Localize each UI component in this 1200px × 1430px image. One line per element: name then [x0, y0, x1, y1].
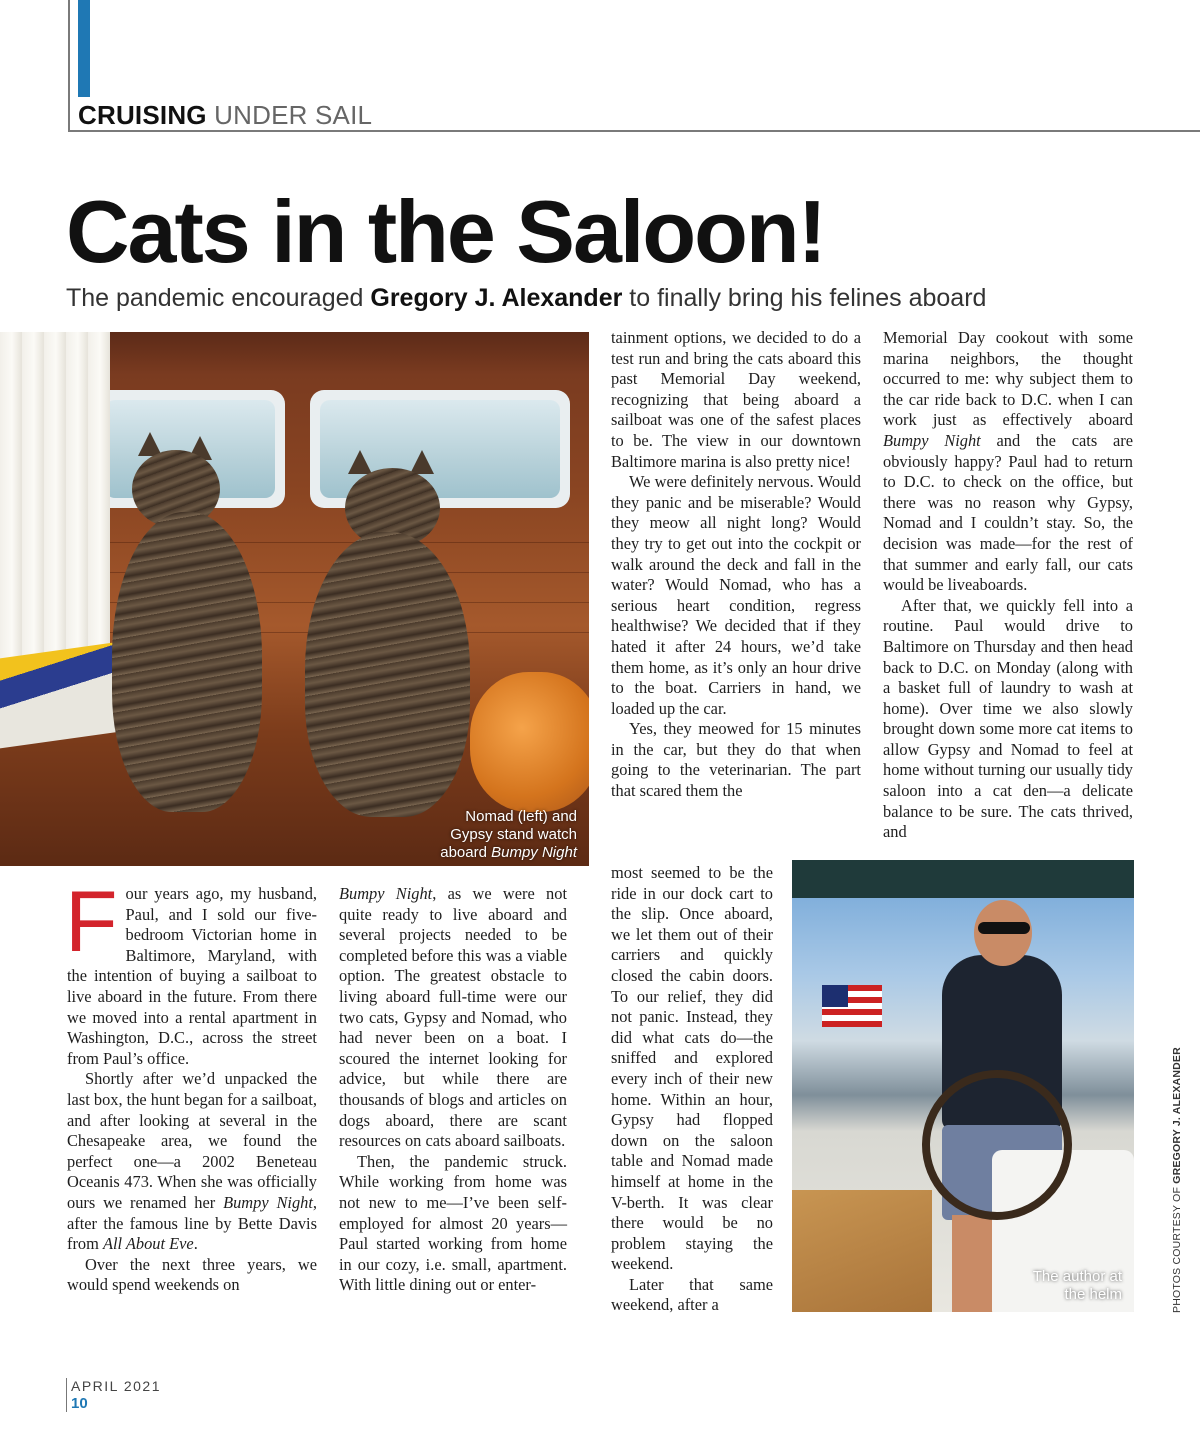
section-label-bold: CRUISING — [78, 100, 207, 130]
page-number: 10 — [71, 1395, 88, 1412]
paragraph: Memorial Day cookout with some marina neighbors, the thought occurred to me: why subject them to the car ride back to D.C. when I can work just as effectively aboard Bumpy Night and the cats are obviously happy? Paul had to return to D.C. to check on the office, but there was no reason why Gypsy, Nomad and I couldn’t stay. So, the decision was made—for the rest of that summer and early fall, our cats would be liveaboards. — [883, 328, 1133, 595]
drop-cap: F — [65, 874, 118, 970]
caption-line: The author at — [1032, 1268, 1122, 1285]
american-flag — [822, 985, 882, 1027]
paragraph: tainment options, we decided to do a test run and bring the cats aboard this past Memorial Day weekend, recognizing that being aboard a sailboat was one of the safest places to be. The view in our downtown Baltimore marina is also pretty nice! — [611, 328, 861, 471]
section-accent-bar — [78, 0, 90, 97]
cat-ear — [410, 450, 434, 474]
body-column-1 — [65, 874, 317, 1296]
cat-ear — [348, 450, 372, 474]
folio-rule — [66, 1378, 67, 1412]
cats-photo — [0, 332, 589, 866]
paragraph: Four years ago, my husband, Paul, and I sold our five-bedroom Victorian home in Baltimore, Maryland, with the intention of buying a sailboat to live aboard in the future. From there we moved into a rental apartment in Washington, D.C., across the street from Paul’s office. — [65, 874, 317, 1068]
subtitle-post: to finally bring his felines aboard — [622, 284, 987, 312]
paragraph: Later that same weekend, after a — [611, 1274, 773, 1315]
sunglasses — [978, 922, 1030, 934]
cat-gypsy — [305, 532, 470, 817]
helm-photo-caption — [1033, 1268, 1122, 1304]
helm-photo — [792, 860, 1134, 1312]
caption-line: Gypsy stand watch — [450, 826, 577, 843]
subtitle-pre: The pandemic encouraged — [66, 284, 371, 312]
paragraph: most seemed to be the ride in our dock cart to the slip. Once aboard, we let them out of their carriers and quickly closed the cabin doors. To our relief, they did not panic. Instead, they did what cats do—the sniffed and explored every inch of their new home. Within an hour, Gypsy had flopped down on the saloon table and Nomad made himself at home in the V-berth. It was clear there would be no problem staying the weekend. — [611, 863, 773, 1274]
body-column-2 — [339, 884, 567, 1296]
paragraph: Bumpy Night, as we were not quite ready to live aboard and several projects needed to be completed before this was a viable option. The greatest obstacle to living aboard full-time were our two cats, Gypsy and Nomad, who had never been on a boat. I scoured the internet looking for advice, but while there are thousands of blogs and articles on dogs aboard, there are scant resources on cats aboard sailboats. — [339, 884, 568, 1151]
bimini-top — [792, 860, 1134, 898]
section-label — [78, 100, 372, 131]
magazine-stack — [0, 642, 120, 749]
header-rule — [68, 130, 1200, 132]
folio-date: APRIL 2021 — [71, 1378, 161, 1394]
paragraph: Over the next three years, we would spend weekends on — [67, 1254, 317, 1295]
cats-photo-caption — [440, 808, 577, 862]
caption-line: the helm — [1064, 1286, 1122, 1303]
paragraph: Shortly after we’d unpacked the last box, the hunt began for a sailboat, and after looking at several in the Chesapeake area, we found the perfect one—a 2002 Beneteau Oceanis 473. When she was officially ours we renamed her Bumpy Night, after the famous line by Bette Davis from All About Eve. — [67, 1069, 317, 1254]
body-column-3-continued — [611, 863, 773, 1316]
article-subtitle — [66, 284, 986, 313]
paragraph: Then, the pandemic struck. While working from home was not new to me—I’ve been self-employed for almost 20 years—Paul started working from home in our cozy, i.e. small, apartment. With little dining out or enter- — [339, 1151, 567, 1295]
helm-wheel — [922, 1070, 1072, 1220]
subtitle-author: Gregory J. Alexander — [370, 284, 623, 312]
body-column-3 — [611, 328, 861, 802]
section-label-light: UNDER SAIL — [206, 100, 373, 130]
curtain — [0, 332, 110, 662]
caption-line: Nomad (left) and — [465, 808, 577, 825]
paragraph: Yes, they meowed for 15 minutes in the car, but they do that when going to the veterinarian. The part that scared them the — [611, 719, 861, 801]
photo-credit: PHOTOS COURTESY OF GREGORY J. ALEXANDER — [1171, 1047, 1183, 1313]
article-title: Cats in the Saloon! — [66, 182, 825, 281]
cat-nomad — [112, 512, 262, 812]
caption-line: aboard Bumpy Night — [440, 844, 577, 861]
body-column-4 — [883, 328, 1133, 843]
header-vertical-rule — [68, 0, 70, 132]
paragraph: We were definitely nervous. Would they panic and be miserable? Would they meow all night long? Would they try to get out into the cockpit or walk around the deck and fall in the water? Would Nomad, who has a serious heart condition, regress healthwise? We decided that if they hated it after 24 hours, we’d take them home, as it’s only an hour drive to the boat. Carriers in hand, we loaded up the car. — [611, 472, 861, 718]
teak-deck — [792, 1190, 932, 1312]
paragraph: After that, we quickly fell into a routine. Paul would drive to Baltimore on Thursday and then head back to D.C. on Monday (along with a basket full of laundry to wash at home). Over time we also slowly brought down some more cat items to allow Gypsy and Nomad to feel at home without turning our usually tidy saloon into a cat den—a delicate balance to be sure. The cats thrived, and — [883, 595, 1133, 842]
octopus-toy — [470, 672, 589, 812]
